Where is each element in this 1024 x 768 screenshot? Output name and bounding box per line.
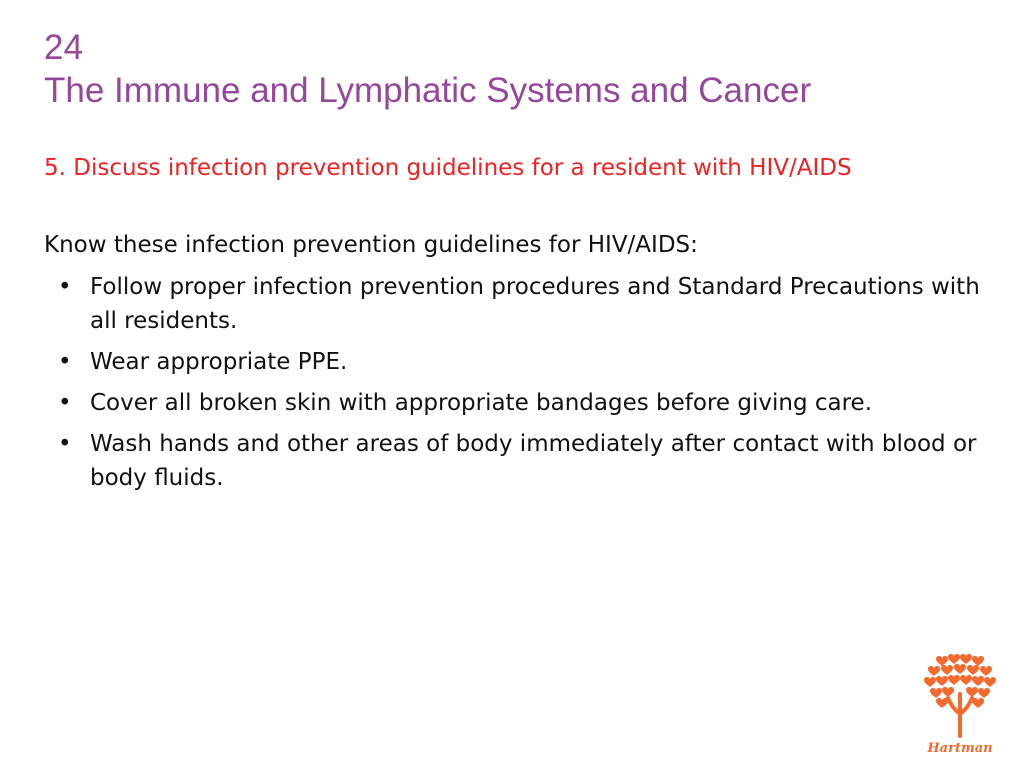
list-item-text: Wash hands and other areas of body immediately after contact with blood or body fluids. xyxy=(90,431,977,491)
chapter-title: The Immune and Lymphatic Systems and Cancer xyxy=(44,71,812,110)
learning-objective: 5. Discuss infection prevention guidelines for a resident with HIV/AIDS xyxy=(44,155,852,181)
list-item xyxy=(58,345,993,379)
list-item xyxy=(58,427,993,495)
logo-text: Hartman xyxy=(927,741,993,756)
list-item-text: Follow proper infection prevention procedures and Standard Precautions with all residents. xyxy=(90,274,980,334)
intro-text: Know these infection prevention guidelines for HIV/AIDS: xyxy=(44,232,698,258)
bullet-icon: • xyxy=(58,431,72,457)
hartman-logo xyxy=(920,650,1000,760)
slide-title xyxy=(44,26,1004,112)
bullet-icon: • xyxy=(58,349,72,375)
bullet-icon: • xyxy=(58,390,72,416)
bullet-icon: • xyxy=(58,274,72,300)
tree-of-hearts-icon xyxy=(920,650,1000,760)
list-item xyxy=(58,386,993,420)
guideline-list xyxy=(58,270,993,502)
list-item xyxy=(58,270,993,338)
chapter-number: 24 xyxy=(44,28,83,67)
list-item-text: Wear appropriate PPE. xyxy=(90,349,348,375)
list-item-text: Cover all broken skin with appropriate bandages before giving care. xyxy=(90,390,872,416)
